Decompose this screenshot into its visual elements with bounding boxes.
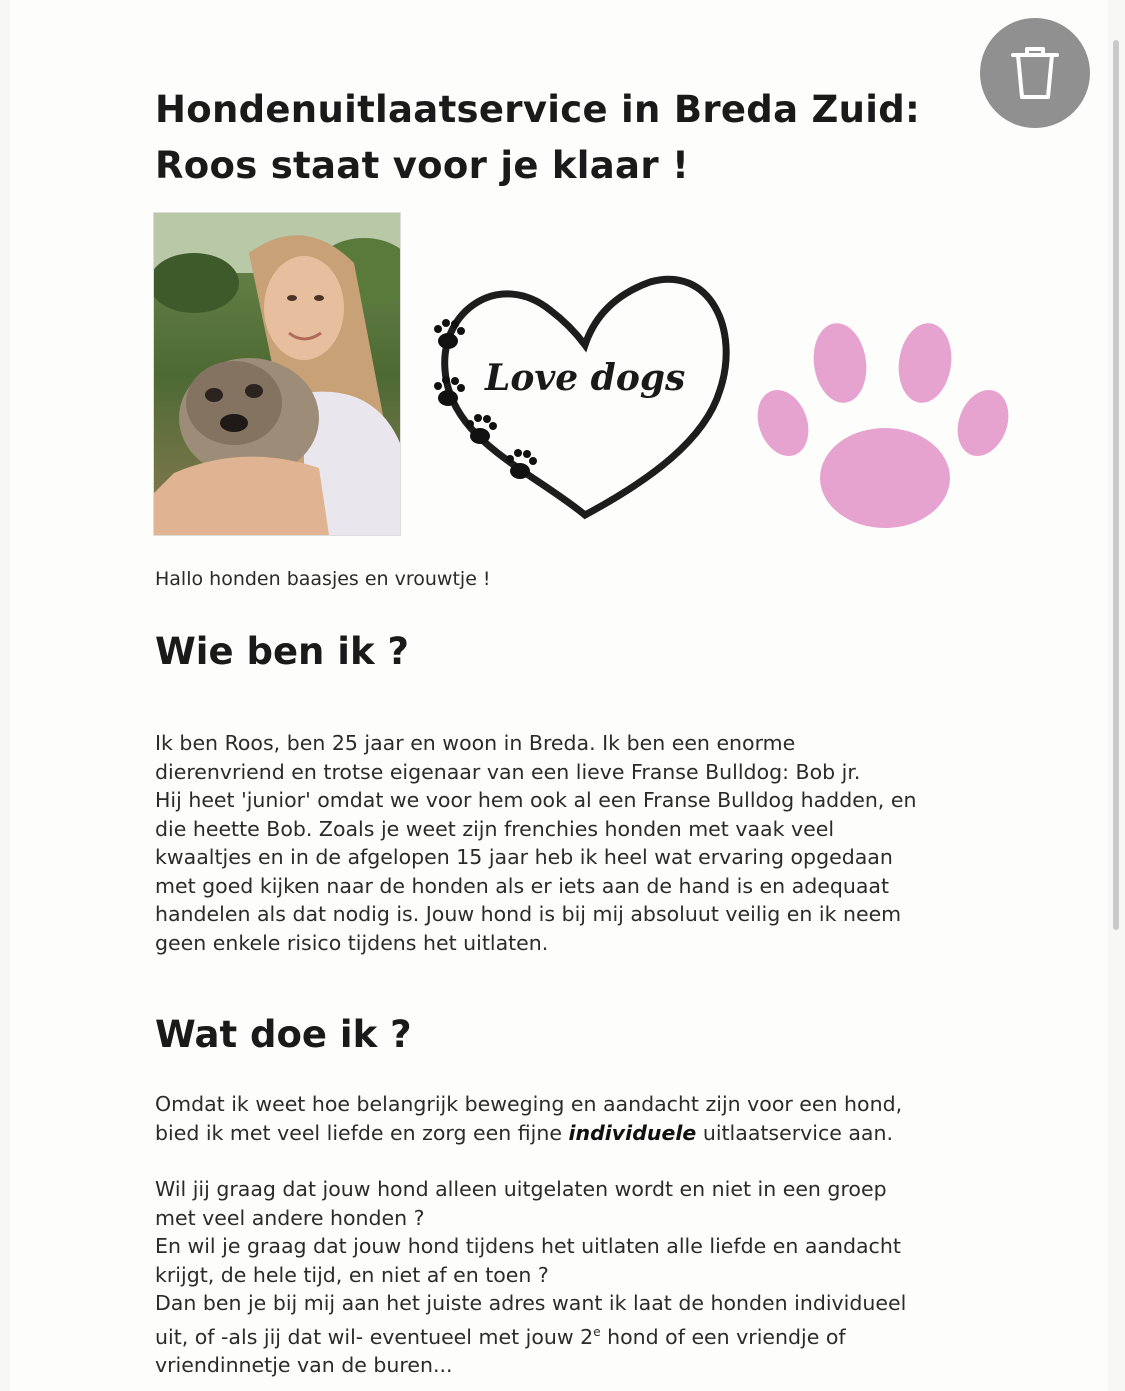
text-line: Dan ben je bij mij aan het juiste adres want ik laat de honden individueel [155, 1291, 907, 1315]
text-segment: uitlaatservice aan. [696, 1120, 893, 1145]
pink-paw [755, 318, 1015, 533]
emphasis-individuele: individuele [568, 1120, 697, 1145]
love-dogs-text: Love dogs [485, 357, 686, 399]
text-line: met veel andere honden ? [155, 1205, 425, 1230]
superscript-e: e [593, 1324, 601, 1339]
paragraph-service-details [155, 1175, 1035, 1379]
text-line: krijgt, de hele tijd, en niet af en toen ? [155, 1262, 549, 1287]
heart-icon [410, 270, 740, 530]
greeting-text: Hallo honden baasjes en vrouwtje ! [155, 568, 491, 590]
text-line: die heette Bob. Zoals je weet zijn frenchies honden met vaak veel [155, 816, 835, 841]
heading-what-do-i-do: Wat doe ik ? [155, 1013, 412, 1056]
text-line: geen enkele risico tijdens het uitlaten. [155, 930, 549, 955]
text-line: Hij heet 'junior' omdat we voor hem ook al een Franse Bulldog hadden, en [155, 788, 917, 812]
text-line: met goed kijken naar de honden als er iets aan de hand is en adequaat [155, 873, 889, 898]
text-line [155, 1119, 1035, 1148]
love-dogs-logo [410, 270, 740, 530]
page-title [155, 82, 920, 194]
text-line: Ik ben Roos, ben 25 jaar en woon in Breda. Ik ben een enorme [155, 731, 796, 755]
title-line-1: Hondenuitlaatservice in Breda Zuid: [155, 88, 921, 131]
paragraph-service-intro [155, 1090, 1035, 1147]
text-line: Omdat ik weet hoe belangrijk beweging en aandacht zijn voor een hond, [155, 1092, 903, 1116]
heading-who-am-i: Wie ben ik ? [155, 630, 409, 673]
scrollbar[interactable] [1113, 40, 1119, 930]
text-line: Wil jij graag dat jouw hond alleen uitgelaten wordt en niet in een groep [155, 1177, 887, 1201]
text-segment: hond of een vriendje of [600, 1324, 846, 1349]
text-line: handelen als dat nodig is. Jouw hond is bij mij absoluut veilig en ik neem [155, 902, 902, 926]
text-line: dierenvriend en trotse eigenaar van een lieve Franse Bulldog: Bob jr. [155, 759, 861, 784]
paw-icon [755, 318, 1015, 533]
text-line [155, 1318, 1035, 1351]
text-segment: uit, of -als jij dat wil- eventueel met jouw 2 [155, 1324, 594, 1349]
paw-trail-icon [434, 319, 537, 479]
trash-icon [1007, 43, 1063, 103]
delete-button[interactable] [980, 18, 1090, 128]
title-line-2: Roos staat voor je klaar ! [155, 144, 690, 187]
text-line: En wil je graag dat jouw hond tijdens het uitlaten alle liefde en aandacht [155, 1234, 901, 1258]
paragraph-who-am-i [155, 729, 1035, 957]
text-line: vriendinnetje van de buren... [155, 1352, 453, 1377]
photo-roos-with-bulldog [153, 212, 401, 536]
text-line: kwaaltjes en in de afgelopen 15 jaar heb ik heel wat ervaring opgedaan [155, 845, 893, 869]
text-segment: bied ik met veel liefde en zorg een fijne [155, 1120, 569, 1145]
document-page [10, 0, 1108, 1391]
